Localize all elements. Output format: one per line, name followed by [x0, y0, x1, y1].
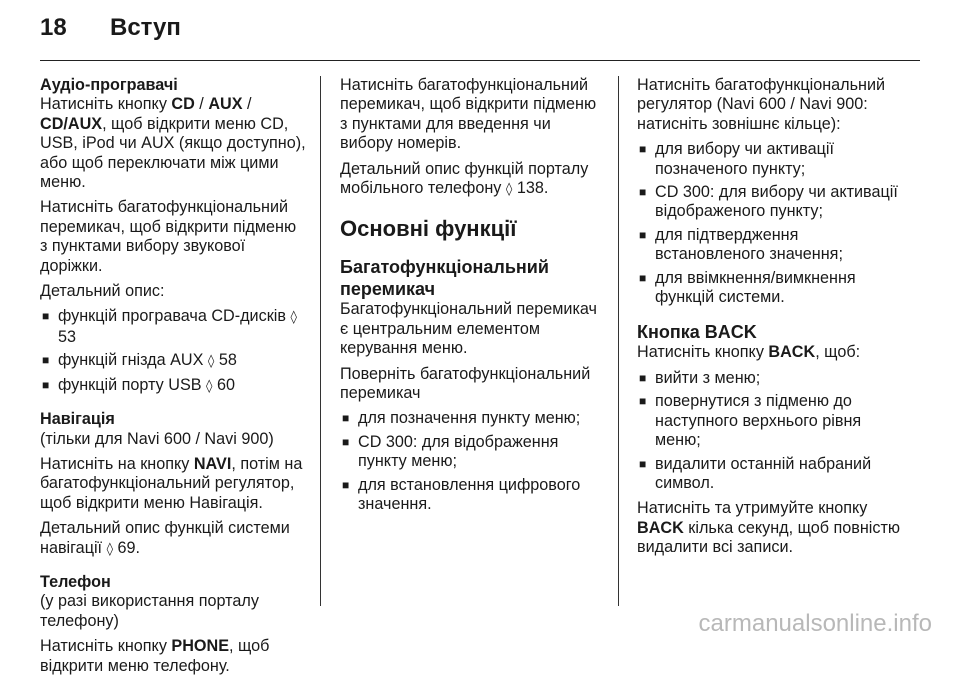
- text: , потім на багатофункціональний регулятор, щоб відкрити меню Навігація.: [40, 454, 303, 512]
- page-ref-link[interactable]: 138.: [516, 179, 549, 198]
- column-divider-2: [618, 76, 619, 606]
- list-item: ■ CD 300: для вибору чи активації відображеного пункту;: [637, 183, 903, 222]
- phone-subheading: (у разі використання порталу телефону): [40, 592, 259, 630]
- text: , щоб відкрити меню телефону.: [40, 637, 270, 675]
- list-item: [40, 351, 306, 371]
- list-item: ■ для встановлення цифрового значення.: [340, 476, 606, 515]
- page-title: Вступ: [110, 14, 181, 41]
- page-ref-icon: ◊: [290, 310, 297, 326]
- audio-paragraph-3: Детальний опис:: [40, 282, 165, 301]
- navigation-heading: Навігація: [40, 410, 115, 429]
- rotate-list: [340, 409, 606, 514]
- separator: /: [242, 95, 252, 114]
- navigation-paragraph-2: [40, 519, 306, 559]
- list-item: ■ для вибору чи активації позначеного пункту;: [637, 140, 903, 179]
- text: Натисніть на кнопку: [40, 454, 194, 473]
- multifunction-paragraph-1: Багатофункціональний перемикач є центральним елементом керування меню.: [340, 300, 597, 358]
- text: , щоб відкрити меню CD, USB, iPod чи AUX (якщо доступно), або щоб переключати між цими меню.: [40, 114, 306, 192]
- list-item: ■ повернутися з підменю до наступного верхнього рівня меню;: [637, 392, 903, 450]
- phone-key-label: PHONE: [171, 637, 229, 656]
- list-item: ■ для підтвердження встановленого значення;: [637, 226, 903, 265]
- column-1: [40, 76, 306, 682]
- list-item-text: функцій гнізда AUX: [58, 351, 208, 370]
- header-rule: [40, 60, 920, 61]
- back-key-label: BACK: [768, 343, 816, 362]
- page-ref-icon: ◊: [206, 378, 213, 394]
- cd-key-label: CD: [171, 95, 195, 114]
- text: Натисніть та утримуйте кнопку: [637, 499, 868, 518]
- page-ref-link[interactable]: 69.: [117, 538, 141, 557]
- column-3: [637, 76, 903, 564]
- list-item: ■ для ввімкнення/вимкнення функцій системи.: [637, 269, 903, 308]
- page-ref-link[interactable]: 60: [216, 375, 235, 394]
- page-header: [40, 14, 181, 46]
- audio-paragraph-1: [40, 95, 306, 192]
- navi-key-label: NAVI: [193, 454, 232, 473]
- list-item: [40, 376, 306, 396]
- back-paragraph-1: [637, 343, 903, 362]
- separator: /: [194, 95, 209, 114]
- multifunction-paragraph-2: Поверніть багатофункціональний перемикач: [340, 364, 591, 403]
- column-2: [340, 76, 606, 521]
- section-title: Основні функції: [340, 216, 517, 242]
- page-ref-icon: ◊: [505, 182, 513, 198]
- back-list: [637, 369, 903, 493]
- page-number: 18: [40, 14, 67, 41]
- column-divider-1: [320, 76, 321, 606]
- list-item: ■ видалити останній набраний символ.: [637, 455, 903, 494]
- text: Натисніть кнопку: [40, 637, 172, 656]
- text: Детальний опис функцій системи навігації: [40, 519, 290, 557]
- back-heading: Кнопка BACK: [637, 322, 757, 343]
- phone-paragraph-1: [40, 637, 306, 676]
- phone-heading: Телефон: [40, 572, 111, 591]
- press-paragraph: Натисніть багатофункціональний регулятор (Navi 600 / Navi 900: натисніть зовнішнє кільце):: [637, 76, 886, 133]
- text: , щоб:: [815, 343, 861, 362]
- text: Натисніть кнопку: [637, 343, 769, 362]
- text: кілька секунд, щоб повністю видалити всі записи.: [637, 518, 901, 557]
- audio-paragraph-2: Натисніть багатофункціональний перемикач, щоб відкрити підменю з пунктами вибору звукової доріжки.: [40, 198, 297, 275]
- watermark: carmanualsonline.info: [698, 610, 932, 637]
- list-item: ■ вийти з меню;: [637, 369, 903, 388]
- cdaux-key-label: CD/AUX: [40, 114, 103, 133]
- back-key-label: BACK: [637, 518, 684, 537]
- audio-list: [40, 307, 306, 396]
- page-ref-icon: ◊: [106, 541, 113, 557]
- phone-paragraph-2: Натисніть багатофункціональний перемикач, щоб відкрити підменю з пунктами для введення чи вибору номерів.: [340, 76, 597, 153]
- list-item: ■ для позначення пункту меню;: [340, 409, 606, 428]
- press-list: [637, 140, 903, 307]
- list-item: [40, 307, 306, 347]
- page-ref-link[interactable]: 53: [58, 327, 77, 346]
- back-paragraph-2: [637, 499, 903, 557]
- text: Детальний опис функцій порталу мобільного телефону: [340, 159, 589, 198]
- aux-key-label: AUX: [208, 95, 243, 114]
- navigation-paragraph-1: [40, 455, 306, 513]
- page-ref-link[interactable]: 58: [218, 351, 237, 370]
- multifunction-heading: Багатофункціональний перемикач: [340, 257, 549, 300]
- list-item-text: функцій порту USB: [58, 375, 207, 394]
- phone-paragraph-3: [340, 160, 606, 200]
- audio-heading: Аудіо-програвачі: [40, 76, 178, 94]
- text: Натисніть кнопку: [40, 95, 172, 114]
- list-item: ■ CD 300: для відображення пункту меню;: [340, 433, 606, 472]
- list-item-text: функцій програвача CD-дисків: [58, 307, 291, 326]
- page-ref-icon: ◊: [207, 354, 215, 370]
- navigation-subheading: (тільки для Navi 600 / Navi 900): [40, 429, 274, 448]
